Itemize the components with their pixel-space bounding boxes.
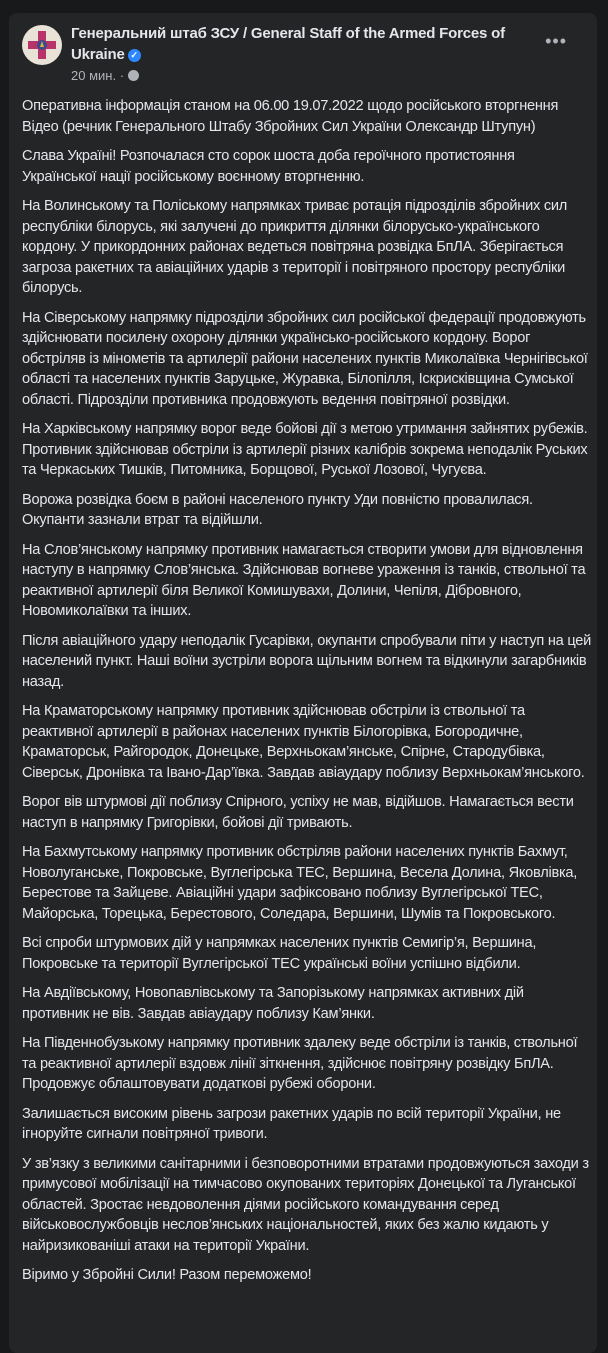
author-name[interactable]: Генеральний штаб ЗСУ / General Staff of the Armed Forces of Ukraine: [71, 25, 505, 63]
post-paragraph: На Сіверському напрямку підрозділи збройних сил російської федерації продовжують здійснювати посилену охорону ділянки українсько-російського кордону. Ворог обстріляв із мінометів та артилерії райони населених пунктів Миколаївка Чернігівської області та населених пунктів Заруцьке, Журавка, Білопілля, Іскрисківщина Сумської області. Підрозділи противника продовжують ведення повітряної розвідки.: [22, 309, 588, 408]
post-paragraph: Після авіаційного удару неподалік Гусарівки, окупанти спробували піти у наступ на цей населений пункт. Наші воїни зустріли ворога щільним вогнем та відкинули загарбників назад.: [22, 632, 592, 690]
page-avatar[interactable]: [22, 25, 62, 65]
post-paragraph: Залишається високим рівень загрози ракетних ударів по всій території України, не ігноруйте сигнали повітряної тривоги.: [22, 1105, 561, 1142]
post-paragraph: На Краматорському напрямку противник здійснював обстріли із ствольної та реактивної артилерії в районах населених пунктів Білогорівка, Богородичне, Краматорськ, Райгородок, Донецьке, Верхньокам’янське, Спірне, Стародубівка, Сіверськ, Дронівка та Івано-Дар’ївка. Завдав авіаудару поблизу Верхньокам’янського.: [22, 703, 585, 781]
post-card: [9, 13, 597, 1353]
post-paragraph: На Південнобузькому напрямку противник здалеку веде обстріли із танків, ствольної та реактивної артилерії вздовж лінії зіткнення, здійснює повітряну розвідку БпЛА. Продовжує облаштовувати додаткові рубежі оборони.: [22, 1035, 578, 1092]
globe-icon: [128, 70, 139, 81]
post-timestamp[interactable]: 20 мин.: [71, 68, 117, 83]
post-paragraph: Віримо у Збройні Сили! Разом переможемо!: [22, 1267, 312, 1283]
post-paragraph: Ворожа розвідка боєм в районі населеного пункту Уди повністю провалилася. Окупанти зазнали втрат та відійшли.: [22, 491, 533, 528]
general-staff-emblem-icon: [22, 25, 62, 65]
post-paragraph: Слава Україні! Розпочалася сто сорок шоста доба героїчного протистояння Української нації російському воєнному вторгненню.: [22, 148, 515, 185]
verified-badge-icon: ✓: [128, 49, 141, 62]
post-paragraph: На Слов’янському напрямку противник намагається створити умови для відновлення наступу в напрямку Слов’янська. Здійснював вогневе ураження із танків, ствольної та реактивної артилерії біля Великої Комишувахи, Долини, Чепіля, Дібровного, Новомиколаївки та інших.: [22, 541, 586, 619]
post-paragraph: На Бахмутському напрямку противник обстріляв райони населених пунктів Бахмут, Новолуганське, Покровське, Вуглегірська ТЕС, Вершина, Весела Долина, Яковлівка, Берестове та Зайцеве. Авіаційні удари зафіксовано поблизу Вуглегірської ТЕС, Майорська, Торецька, Берестового, Соледара, Вершини, Шумів та Покровського.: [22, 844, 578, 922]
post-paragraph: У зв’язку з великими санітарними і безповоротними втратами продовжуються заходи з примусової мобілізації на тимчасово окупованих територіях Донецької та Луганської областей. Зростає невдоволення діями російського командування серед військовослужбовців неслов’янських національностей, яких без жалю кидають у найризикованіші атаки на території України.: [22, 1155, 589, 1254]
post-paragraph: Оперативна інформація станом на 06.00 19.07.2022 щодо російського вторгнення Відео (речник Генерального Штабу Збройних Сил України Олександр Штупун): [22, 98, 559, 135]
post-paragraph: На Харківському напрямку ворог веде бойові дії з метою утримання зайнятих рубежів. Противник здійснював обстріли із артилерії різних калібрів зокрема неподалік Руських та Черкаських Тишків, Питомника, Борщової, Руської Лозової, Чугуєва.: [22, 421, 588, 478]
post-paragraph: На Авдіївському, Новопавлівському та Запорізькому напрямках активних дій противник не вів. Завдав авіаудару поблизу Кам’янки.: [22, 985, 524, 1022]
page-name-link[interactable]: [71, 23, 511, 65]
post-paragraph: Ворог вів штурмові дії поблизу Спірного, успіху не мав, відійшов. Намагається вести наступ в напрямку Григорівки, бойові дії тривають.: [22, 794, 574, 831]
post-paragraph: Всі спроби штурмових дій у напрямках населених пунктів Семигір’я, Вершина, Покровське та території Вуглегірської ТЕС українські воїни успішно відбили.: [22, 935, 537, 972]
meta-separator: ·: [119, 68, 125, 83]
post-paragraph: На Волинському та Поліському напрямках триває ротація підрозділів збройних сил республіки білорусь, які залучені до прикриття ділянки білорусько-українського кордону. У прикордонних районах ведеться повітряна розвідка БпЛА. Зберігається загроза ракетних та авіаційних ударів з території і повітряного простору республіки білорусь.: [22, 198, 568, 296]
more-options-button[interactable]: •••: [545, 31, 567, 51]
post-body: [22, 96, 592, 1295]
post-meta: [71, 68, 139, 83]
